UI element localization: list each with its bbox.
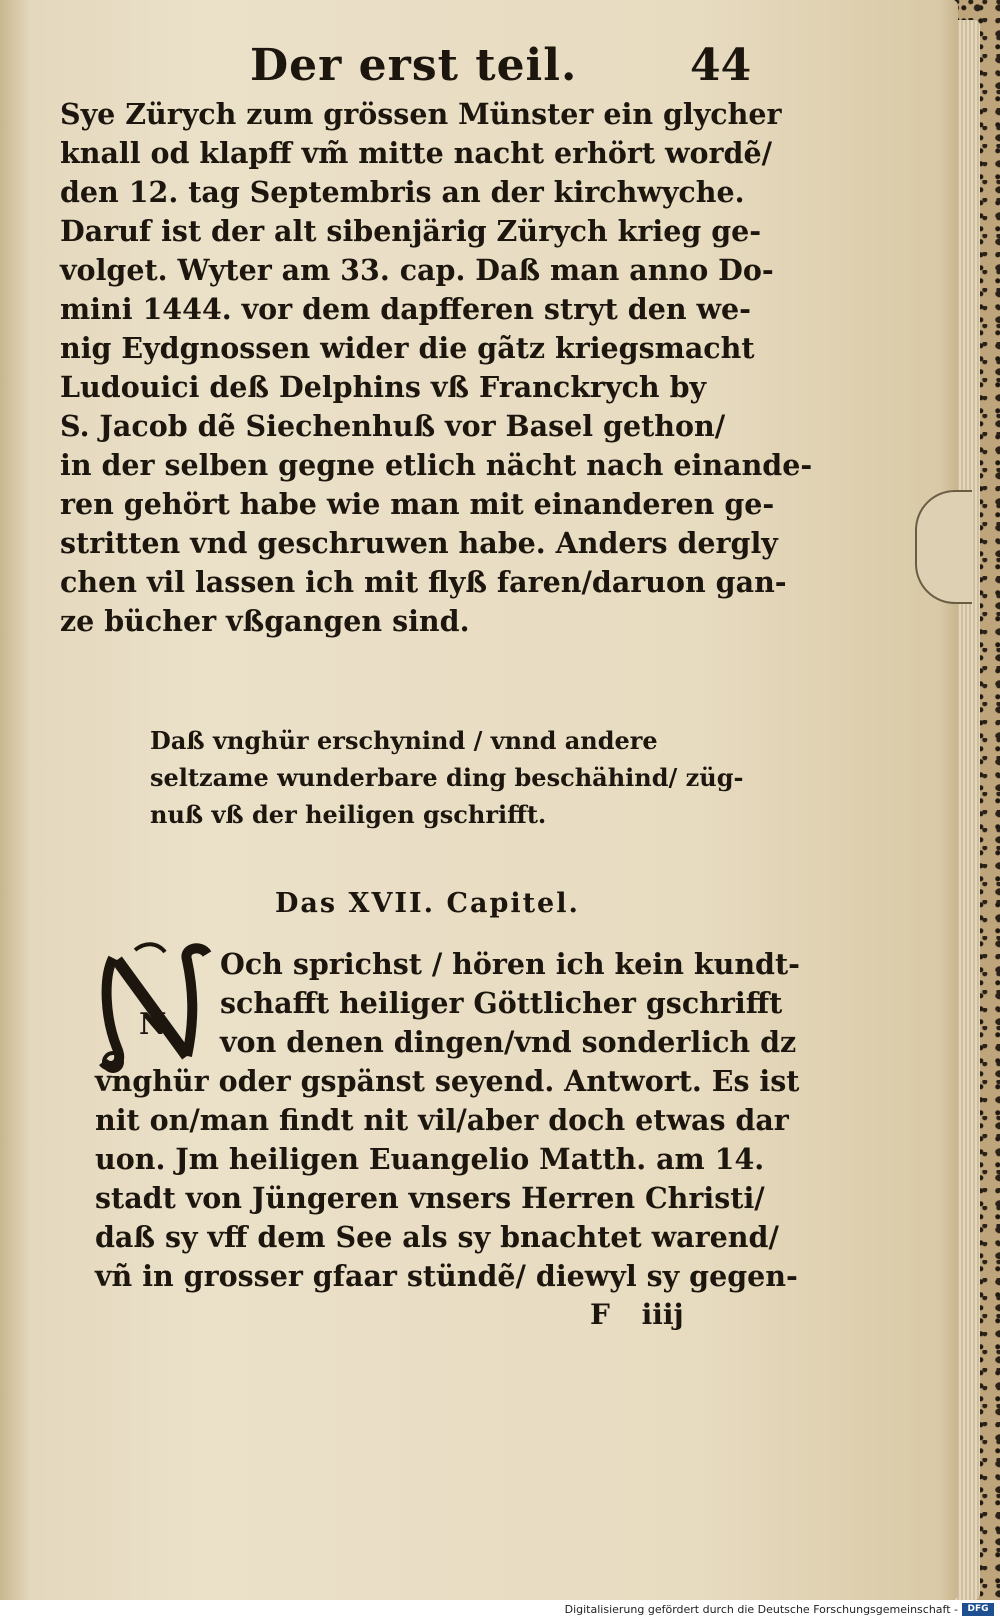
text-line: stadt von Jüngeren vnsers Herren Christi/ <box>95 1181 765 1215</box>
text-line: von denen dingen/vnd sonderlich dz <box>220 1025 797 1059</box>
text-line: Sye Zürych zum grössen Münster ein glycher <box>60 97 782 131</box>
text-line: in der selben gegne etlich nächt nach einande- <box>60 448 813 482</box>
running-head <box>250 40 780 100</box>
chapter-paragraph <box>95 945 815 1296</box>
text-line: stritten vnd geschruwen habe. Anders dergly <box>60 526 778 560</box>
initial-letter: N <box>139 1007 167 1042</box>
running-head-title: Der erst teil. <box>250 40 578 91</box>
text-line: Daruf ist der alt sibenjärig Zürych krieg ge- <box>60 214 762 248</box>
text-line: ze bücher vßgangen sind. <box>60 604 470 638</box>
page-tab <box>915 490 972 604</box>
text-line: knall od klapff vm̃ mitte nacht erhört wordẽ/ <box>60 136 773 170</box>
heading-line: nuß vß der heiligen gschrifft. <box>150 800 547 829</box>
dfg-logo: DFG <box>962 1603 994 1616</box>
text-line: S. Jacob dẽ Siechenhuß vor Basel gethon/ <box>60 409 726 443</box>
text-line: nig Eydgnossen wider die gãtz kriegsmacht <box>60 331 755 365</box>
page-edges <box>955 20 980 1600</box>
footer-credit: Digitalisierung gefördert durch die Deutsche Forschungsgemeinschaft - <box>564 1603 958 1616</box>
text-line: vnghür oder gspänst seyend. Antwort. Es ist <box>95 1064 800 1098</box>
heading-line: seltzame wunderbare ding beschähind/ züg- <box>150 763 744 792</box>
text-line: daß sy vff dem See als sy bnachtet warend/ <box>95 1220 779 1254</box>
page-number: 44 <box>690 40 752 91</box>
text-line: uon. Jm heiligen Euangelio Matth. am 14. <box>95 1142 765 1176</box>
text-line: Ludouici deß Delphins vß Franckrych by <box>60 370 707 404</box>
section-heading <box>150 722 750 833</box>
text-line: den 12. tag Septembris an der kirchwyche. <box>60 175 745 209</box>
text-line: chen vil lassen ich mit flyß faren/daruon gan- <box>60 565 787 599</box>
text-line: schafft heiliger Göttlicher gschrifft <box>220 986 783 1020</box>
text-line: vñ in grosser gfaar stündẽ/ diewyl sy gegen- <box>95 1259 798 1293</box>
chapter-title: Das XVII. Capitel. <box>275 888 580 919</box>
text-line: nit on/man findt nit vil/aber doch etwas dar <box>95 1103 789 1137</box>
text-line: volget. Wyter am 33. cap. Daß man anno Do- <box>60 253 774 287</box>
text-line: mini 1444. vor dem dapfferen stryt den we- <box>60 292 751 326</box>
body-text <box>60 95 813 641</box>
heading-line: Daß vnghür erschynind / vnnd andere <box>150 726 658 755</box>
text-line: Och sprichst / hören ich kein kundt- <box>220 947 800 981</box>
text-line: ren gehört habe wie man mit einanderen ge- <box>60 487 775 521</box>
catchword-signature: F iiij <box>590 1298 684 1331</box>
